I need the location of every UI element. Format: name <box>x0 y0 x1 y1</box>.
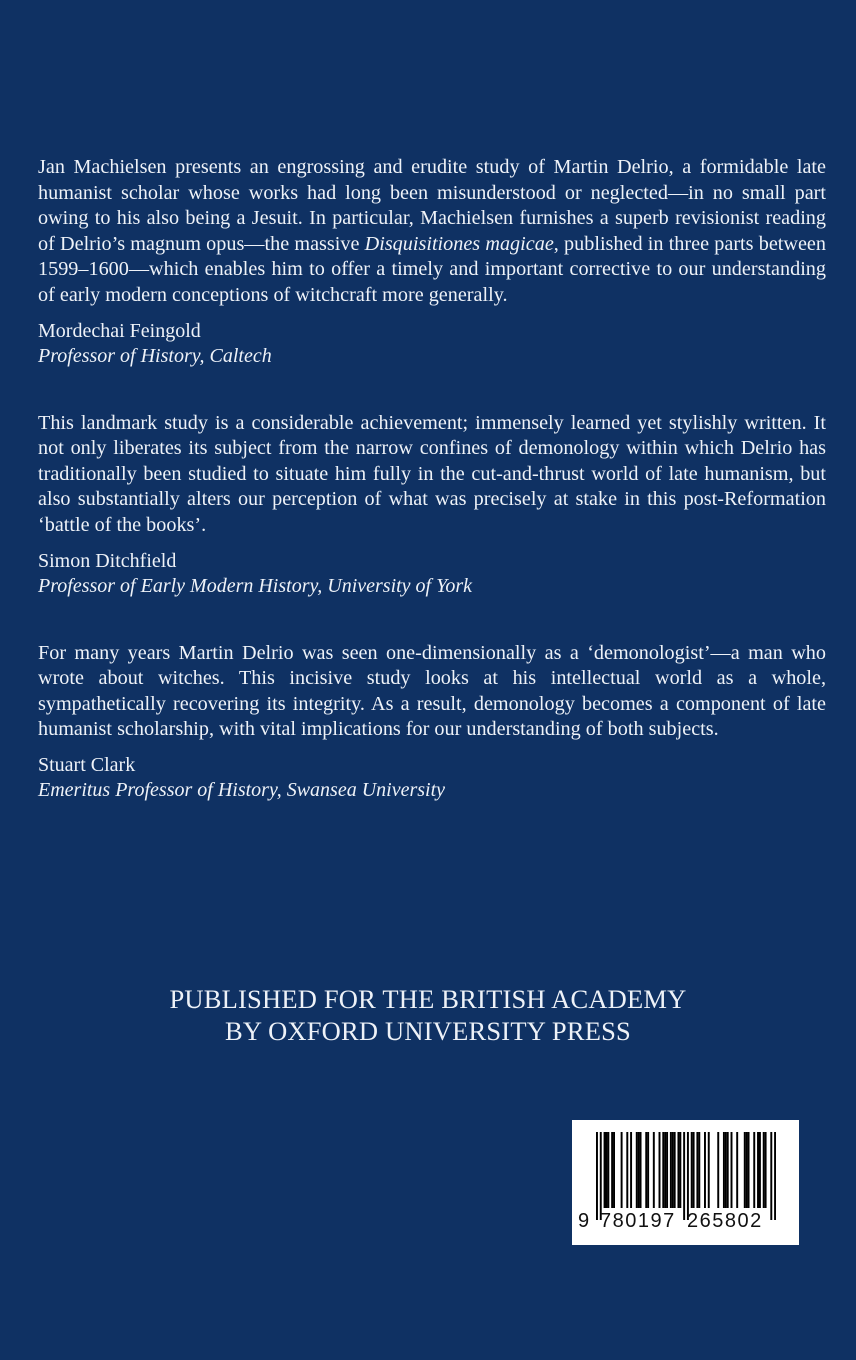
book-title-italic: Disquisitiones magicae <box>364 232 554 255</box>
endorsement-text: This landmark study is a considerable achievement; immensely learned yet stylishly written. It not only liberates its subject from the narrow confines of demonology within which Delrio has traditionally been studied to situate him fully in the cut-and-thrust world of late humanism, but also substantially alters our perception of what was precisely at stake in this post-Reformation ‘battle of the books’. <box>38 411 826 536</box>
barcode-bar <box>630 1132 632 1208</box>
barcode-bar <box>717 1132 719 1208</box>
barcode-bar <box>672 1132 674 1208</box>
isbn-barcode <box>572 1120 799 1245</box>
barcode-bar <box>708 1132 710 1208</box>
barcode-bar <box>621 1132 623 1208</box>
barcode-bar <box>691 1132 693 1208</box>
barcode-bar <box>770 1132 772 1220</box>
endorsement-ditchfield <box>38 411 826 599</box>
barcode-bar <box>666 1132 668 1208</box>
barcode-bar <box>600 1132 602 1220</box>
barcode-bar <box>744 1132 746 1208</box>
barcode-left-group: 780197 <box>600 1210 676 1232</box>
barcode-bar <box>763 1132 765 1208</box>
barcode-bar <box>704 1132 706 1208</box>
barcode-bar <box>736 1132 738 1208</box>
endorser-name: Stuart Clark <box>38 753 136 776</box>
barcode-bar <box>698 1132 700 1208</box>
barcode-bar <box>746 1132 748 1208</box>
barcode-lead-digit: 9 <box>578 1210 590 1232</box>
barcode-bar <box>645 1132 647 1208</box>
barcode-bar <box>731 1132 733 1208</box>
barcode-bar <box>626 1132 628 1208</box>
barcode-bar <box>765 1132 767 1208</box>
endorsement-clark <box>38 641 826 803</box>
barcode-bar <box>662 1132 664 1208</box>
barcode-bar <box>687 1132 689 1220</box>
barcode-bar <box>604 1132 606 1208</box>
barcode-bar <box>653 1132 655 1208</box>
barcode-bar <box>640 1132 642 1208</box>
endorser-title: Professor of Early Modern History, University of York <box>38 574 473 597</box>
barcode-bar <box>659 1132 661 1208</box>
endorsement-text: Jan Machielsen presents an engrossing and erudite study of Martin Delrio, a formidable late humanist scholar whose works had long been misunderstood or neglected—in no small part owing to his also being a Jesuit. In particular, Machielsen furnishes a superb revisionist reading of Delrio’s magnum opus—the massive Disquisitiones magicae, published in three parts between 1599–1600—which enables him to offer a timely and important corrective to our understanding of early modern conceptions of witchcraft more generally. <box>38 156 826 306</box>
barcode-bar <box>611 1132 613 1208</box>
barcode-bar <box>696 1132 698 1208</box>
barcode-bar <box>748 1132 750 1208</box>
barcode-bar <box>753 1132 755 1208</box>
barcode-bar <box>647 1132 649 1208</box>
barcode-bar <box>607 1132 609 1208</box>
barcode-bar <box>723 1132 725 1208</box>
barcode-bars <box>596 1132 776 1220</box>
barcode-bar <box>683 1132 685 1220</box>
barcode-bar <box>693 1132 695 1208</box>
publisher-line-2: BY OXFORD UNIVERSITY PRESS <box>225 1016 631 1046</box>
endorsement-text: For many years Martin Delrio was seen one-dimensionally as a ‘demonologist’—a man who wrote about witches. This incisive study looks at his intellectual world as a whole, sympathetically recovering its integrity. As a result, demonology becomes a component of late humanist scholarship, with vital implications for our understanding of both subjects. <box>38 641 826 741</box>
barcode-bar <box>757 1132 759 1208</box>
barcode-bar <box>759 1132 761 1208</box>
publisher-statement <box>0 983 856 1047</box>
endorser-title: Professor of History, Caltech <box>38 344 272 367</box>
barcode-bar <box>613 1132 615 1208</box>
barcode-bar <box>670 1132 672 1208</box>
barcode-bar <box>674 1132 676 1208</box>
barcode-bar <box>725 1132 727 1208</box>
endorser-name: Mordechai Feingold <box>38 319 201 342</box>
publisher-line-1: PUBLISHED FOR THE BRITISH ACADEMY <box>169 984 687 1014</box>
endorsement-feingold <box>38 155 826 369</box>
barcode-bar <box>677 1132 679 1208</box>
barcode-bar <box>605 1132 607 1208</box>
endorser-title: Emeritus Professor of History, Swansea University <box>38 778 446 801</box>
barcode-right-group: 265802 <box>687 1210 763 1232</box>
barcode-bar <box>727 1132 729 1208</box>
barcode-bar <box>664 1132 666 1208</box>
barcode-bar <box>596 1132 598 1220</box>
endorser-name: Simon Ditchfield <box>38 549 177 572</box>
barcode-bar <box>638 1132 640 1208</box>
endorsements <box>38 155 826 845</box>
barcode-bar <box>774 1132 776 1220</box>
barcode-bar <box>679 1132 681 1208</box>
barcode-bar <box>636 1132 638 1208</box>
